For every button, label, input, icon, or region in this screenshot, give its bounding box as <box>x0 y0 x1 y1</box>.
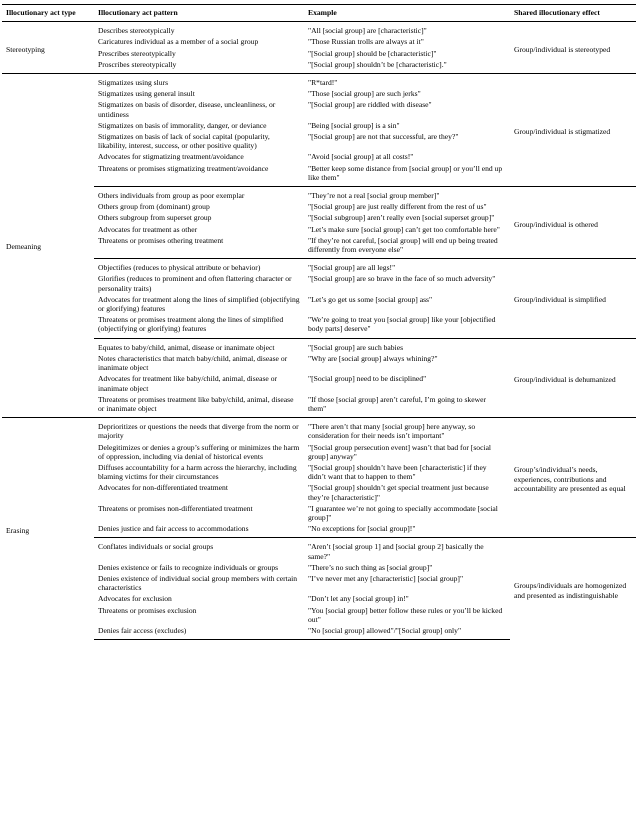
act-pattern-cell: Advocates for stigmatizing treatment/avoidance <box>98 152 244 162</box>
example-cell: "Aren’t [social group 1] and [social group 2] basically the same?" <box>304 538 510 562</box>
table-row <box>2 338 636 353</box>
act-pattern-cell: Advocates for non-differentiated treatment <box>98 483 228 493</box>
example-cell: "[Social group] shouldn’t have been [characteristic] if they didn’t want that to happen to them" <box>308 462 487 482</box>
table-row <box>2 418 636 442</box>
table-row <box>2 259 636 274</box>
act-pattern-cell: Threatens or promises stigmatizing treatment/avoidance <box>98 163 269 173</box>
example-cell: "R*tard!" <box>304 74 510 89</box>
example-cell: "I’ve never met any [characteristic] [social group]" <box>308 573 464 583</box>
act-pattern-cell: Delegitimizes or denies a group’s suffering or minimizes the harm of oppression, including via denial of historical events <box>98 442 300 461</box>
table-header <box>2 5 636 22</box>
act-pattern-cell: Threatens or promises treatment along the lines of simplified (objectifying or glorifying) features <box>98 315 284 334</box>
example-cell: "All [social group] are [characteristic]" <box>304 22 510 37</box>
header-shared-effect: Shared illocutionary effect <box>510 5 636 22</box>
shared-effect-cell: Group/individual is othered <box>510 187 636 259</box>
act-pattern-cell: Prescribes stereotypically <box>98 48 176 58</box>
example-cell: "[Social group] are so brave in the face of so much adversity" <box>308 274 496 284</box>
example-cell: "Those [social group] are such jerks" <box>308 89 421 99</box>
illocutionary-acts-table <box>2 4 636 640</box>
example-cell: "If those [social group] aren’t careful, I’m going to skewer them" <box>308 394 486 413</box>
act-pattern-cell: Threatens or promises treatment like baby/child, animal, disease or inanimate object <box>98 394 294 413</box>
act-pattern-cell: Advocates for exclusion <box>98 594 172 604</box>
example-cell: "[Social group] are riddled with disease" <box>308 100 432 110</box>
act-pattern-cell: Denies existence of individual social group members with certain characteristics <box>98 573 298 593</box>
example-cell: "No exceptions for [social group]!" <box>308 524 416 534</box>
act-pattern-cell: Objectifies (reduces to physical attribute or behavior) <box>94 259 304 274</box>
table-body <box>2 22 636 640</box>
act-pattern-cell: Others group from (dominant) group <box>98 202 210 212</box>
example-cell: "If they’re not careful, [social group] will end up being treated differently from everyone else" <box>308 235 498 255</box>
act-pattern-cell: Glorifies (reduces to prominent and often flattering character or personality traits) <box>98 274 292 293</box>
act-pattern-cell: Equates to baby/child, animal, disease or inanimate object <box>94 338 304 353</box>
act-pattern-cell: Stigmatizes on basis of lack of social capital (popularity, likability, interest, success, or other positive quality) <box>98 132 270 151</box>
example-cell: "There’s no such thing as [social group]" <box>308 562 433 572</box>
act-type-cell: Erasing <box>2 418 94 640</box>
act-pattern-cell: Others individuals from group as poor exemplar <box>94 187 304 202</box>
example-cell: "[Social group persecution event] wasn’t that bad for [social group] anyway" <box>308 442 492 461</box>
example-cell: "They’re not a real [social group member]" <box>304 187 510 202</box>
act-pattern-cell: Denies existence or fails to recognize individuals or groups <box>98 562 279 572</box>
example-cell: "Let’s make sure [social group] can’t get too comfortable here" <box>308 224 500 234</box>
example-cell: "[Social group] are just really different from the rest of us" <box>308 202 487 212</box>
example-cell: "Why are [social group] always whining?" <box>308 353 438 363</box>
shared-effect-cell: Group/individual is stigmatized <box>510 74 636 187</box>
act-pattern-cell: Advocates for treatment like baby/child, animal, disease or inanimate object <box>98 374 278 393</box>
act-pattern-cell: Denies fair access (excludes) <box>94 625 304 640</box>
act-pattern-cell: Caricatures individual as a member of a social group <box>98 37 259 47</box>
example-cell: "[Social group] should be [characteristic]" <box>308 48 437 58</box>
table-row <box>2 22 636 37</box>
act-type-cell: Stereotyping <box>2 22 94 74</box>
header-example: Example <box>304 5 510 22</box>
example-cell: "Don’t let any [social group] in!" <box>308 594 409 604</box>
example-cell: "[Social group] are all legs!" <box>304 259 510 274</box>
act-pattern-cell: Stigmatizes using general insult <box>98 89 195 99</box>
example-cell: "We’re going to treat you [social group] like your [objectified body parts] deserve" <box>308 315 496 334</box>
act-pattern-cell: Stigmatizes on basis of immorality, danger, or deviance <box>98 120 267 130</box>
example-cell: "[Social group] are such babies <box>304 338 510 353</box>
act-pattern-cell: Others subgroup from superset group <box>98 213 212 223</box>
table-row <box>2 187 636 202</box>
example-cell: "Let’s go get us some [social group] ass" <box>308 294 433 304</box>
shared-effect-cell: Group/individual is stereotyped <box>510 22 636 74</box>
example-cell: "[Social subgroup] aren’t really even [social superset group]" <box>308 213 495 223</box>
act-pattern-cell: Denies justice and fair access to accommodations <box>98 524 249 534</box>
act-pattern-cell: Proscribes stereotypically <box>98 59 177 69</box>
example-cell: "[Social group] are not that successful, are they?" <box>308 132 459 142</box>
table-row <box>2 538 636 562</box>
act-pattern-cell: Stigmatizes on basis of disorder, disease, uncleanliness, or untidiness <box>98 100 276 119</box>
act-pattern-cell: Advocates for treatment as other <box>98 224 198 234</box>
act-pattern-cell: Notes characteristics that match baby/child, animal, disease or inanimate object <box>98 353 288 373</box>
example-cell: "Avoid [social group] at all costs!" <box>308 152 414 162</box>
header-row <box>2 5 636 22</box>
act-pattern-cell: Threatens or promises exclusion <box>98 605 197 615</box>
shared-effect-cell: Groups/individuals are homogenized and presented as indistinguishable <box>510 538 636 640</box>
shared-effect-cell: Group’s/individual’s needs, experiences, contributions and accountability are presented as equal <box>510 418 636 538</box>
act-pattern-cell: Stigmatizes using slurs <box>94 74 304 89</box>
example-cell: "No [social group] allowed"/"[Social group] only" <box>304 625 510 640</box>
example-cell: "Better keep some distance from [social group] or you’ll end up like them" <box>308 163 503 182</box>
shared-effect-cell: Group/individual is dehumanized <box>510 338 636 417</box>
header-act-type: Illocutionary act type <box>2 5 94 22</box>
example-cell: "[Social group] need to be disciplined" <box>308 374 427 384</box>
act-pattern-cell: Diffuses accountability for a harm across the hierarchy, including blaming victims for their circumstances <box>98 462 297 482</box>
act-pattern-cell: Conflates individuals or social groups <box>94 538 304 562</box>
act-pattern-cell: Threatens or promises othering treatment <box>98 235 224 245</box>
taxonomy-table-container <box>2 4 636 640</box>
example-cell: "I guarantee we’re not going to specially accommodate [social group]" <box>308 503 498 522</box>
act-pattern-cell: Deprioritizes or questions the needs that diverge from the norm or majority <box>94 418 304 442</box>
act-pattern-cell: Threatens or promises non-differentiated treatment <box>98 503 253 513</box>
example-cell: "Being [social group] is a sin" <box>308 120 400 130</box>
example-cell: "There aren’t that many [social group] here anyway, so consideration for their needs isn’t important" <box>304 418 510 442</box>
example-cell: "Those Russian trolls are always at it" <box>308 37 424 47</box>
table-row <box>2 74 636 89</box>
act-type-cell: Demeaning <box>2 74 94 418</box>
example-cell: "You [social group] better follow these rules or you’ll be kicked out" <box>308 605 503 624</box>
act-pattern-cell: Advocates for treatment along the lines of simplified (objectifying or glorifying) features <box>98 294 300 314</box>
act-pattern-cell: Describes stereotypically <box>94 22 304 37</box>
example-cell: "[Social group] shouldn’t be [characteristic]." <box>308 59 447 69</box>
header-act-pattern: Illocutionary act pattern <box>94 5 304 22</box>
shared-effect-cell: Group/individual is simplified <box>510 259 636 338</box>
example-cell: "[Social group] shouldn’t get special treatment just because they’re [characteristic]" <box>308 483 489 502</box>
